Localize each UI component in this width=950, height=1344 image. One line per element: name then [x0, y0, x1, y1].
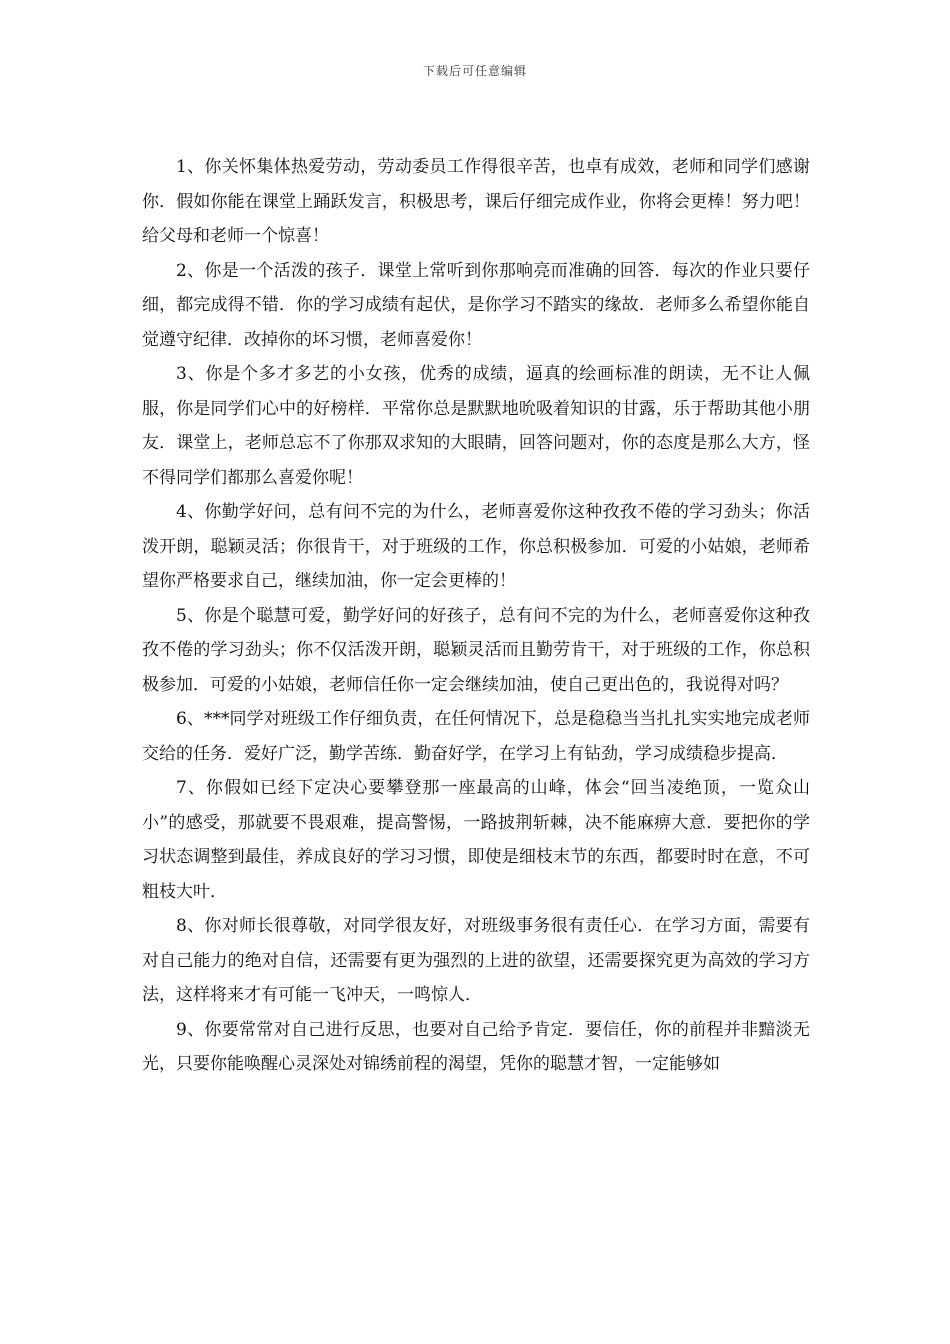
comment-paragraph-4: 4、你勤学好问，总有问不完的为什么，老师喜爱你这种孜孜不倦的学习劲头；你活泼开朗，聪颖灵活；你很肯干，对于班级的工作，你总积极参加．可爱的小姑娘，老师希望你严格要求自己，继续加油，你一定会更棒的！ — [142, 502, 810, 591]
comment-paragraph-9: 9、你要常常对自己进行反思，也要对自己给予肯定．要信任，你的前程并非黯淡无光，只要你能唤醒心灵深处对锦绣前程的渴望，凭你的聪慧才智，一定能够如 — [142, 1019, 810, 1074]
comment-paragraph-1: 1、你关怀集体热爱劳动，劳动委员工作得很辛苦，也卓有成效，老师和同学们感谢你．假如你能在课堂上踊跃发言，积极思考，课后仔细完成作业，你将会更棒！努力吧！给父母和老师一个惊喜！ — [142, 157, 810, 246]
comment-paragraph-7: 7、你假如已经下定决心要攀登那一座最高的山峰，体会“回当凌绝顶，一览众山小”的感受，那就要不畏艰难，提高警惕，一路披荆斩棘，决不能麻痹大意．要把你的学习状态调整到最佳，养成良好的学习习惯，即使是细枝末节的东西，都要时时在意，不可粗枝大叶． — [142, 778, 810, 902]
document-body — [142, 150, 810, 1082]
page-header-note: 下载后可任意编辑 — [422, 64, 527, 78]
comment-paragraph-3: 3、你是个多才多艺的小女孩，优秀的成绩，逼真的绘画标准的朗读，无不让人佩服，你是同学们心中的好榜样．平常你总是默默地吮吸着知识的甘露，乐于帮助其他小朋友．课堂上，老师总忘不了你那双求知的大眼睛，回答问题对，你的态度是那么大方，怪不得同学们都那么喜爱你呢！ — [142, 364, 810, 488]
comment-paragraph-6: 6、***同学对班级工作仔细负责，在任何情况下，总是稳稳当当扎扎实实地完成老师交给的任务．爱好广泛，勤学苦练．勤奋好学，在学习上有钻劲，学习成绩稳步提高． — [142, 709, 810, 764]
comment-paragraph-5: 5、你是个聪慧可爱，勤学好问的好孩子，总有问不完的为什么，老师喜爱你这种孜孜不倦的学习劲头；你不仅活泼开朗，聪颖灵活而且勤劳肯干，对于班级的工作，你总积极参加．可爱的小姑娘，老师信任你一定会继续加油，使自己更出色的，我说得对吗？ — [142, 605, 810, 695]
comment-paragraph-8: 8、你对师长很尊敬，对同学很友好，对班级事务很有责任心．在学习方面，需要有对自己能力的绝对自信，还需要有更为强烈的上进的欲望，还需要探究更为高效的学习方法，这样将来才有可能一飞冲天，一鸣惊人． — [142, 916, 810, 1005]
comment-paragraph-2: 2、你是一个活泼的孩子．课堂上常听到你那响亮而准确的回答．每次的作业只要仔细，都完成得不错．你的学习成绩有起伏，是你学习不踏实的缘故．老师多么希望你能自觉遵守纪律．改掉你的坏习惯，老师喜爱你！ — [142, 260, 810, 350]
